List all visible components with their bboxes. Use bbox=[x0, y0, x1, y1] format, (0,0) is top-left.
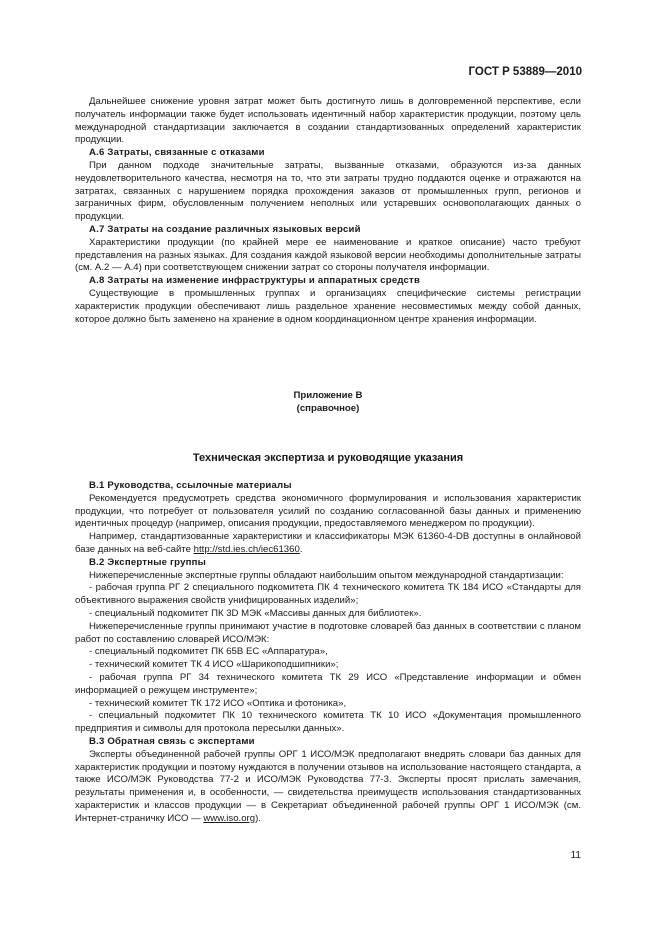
paragraph bbox=[75, 531, 581, 557]
list-item: - специальный подкомитет ПК 3D МЭК «Массивы данных для библиотек». bbox=[89, 607, 422, 619]
list-item: - технический комитет ТК 172 ИСО «Оптика и фотоника», bbox=[89, 697, 347, 709]
paragraph: Рекомендуется предусмотреть средства экономичного формулирования и использования характеристик продукции, что потребует от пользователя усилий по созданию согласованной базы данных и применению идентичных процедур (например, описания продукции, предоставляемого менеджером по продукции). bbox=[75, 492, 581, 530]
paragraph: Дальнейшее снижение уровня затрат может быть достигнуто лишь в долговременной перспективе, если получатель информации также будет использовать идентичный набор характеристик продукции, поэтому цель международной стандартизации заключается в создании стандартизованных определений характеристик продукции. bbox=[75, 96, 581, 146]
appendix-title: Техническая экспертиза и руководящие указания bbox=[192, 452, 464, 464]
text-span: Например, стандартизованные характеристики и классификаторы МЭК 61360-4-DB доступны в онлайновой базе данных на веб-сайте bbox=[75, 531, 581, 555]
section-heading-a8: А.8 Затраты на изменение инфраструктуры и аппаратных средств bbox=[89, 275, 421, 287]
appendix-heading bbox=[75, 390, 581, 416]
paragraph: Нижеперечисленные экспертные группы обладают наибольшим опытом международной стандартизации: bbox=[89, 569, 564, 581]
annex-b-body bbox=[75, 480, 581, 826]
section-heading-a7: А.7 Затраты на создание различных языковых версий bbox=[89, 223, 361, 235]
document-code: ГОСТ Р 53889—2010 bbox=[468, 66, 582, 78]
list-item: - специальный подкомитет ПК 10 технического комитета ТК 10 ИСО «Документация промышленного предприятия и символы для протокола пересылки данных». bbox=[75, 710, 581, 735]
paragraph: Характеристики продукции (по крайней мере ее наименование и краткое описание) часто требуют представления на разных языках. Для создания каждой языковой версии необходимы дополнительные затраты (см. А.2 — А.4) при соответствующем снижении затрат со стороны получателя информации. bbox=[75, 236, 581, 274]
appendix-type: (справочное) bbox=[296, 402, 360, 414]
list-item: - технический комитет ТК 4 ИСО «Шарикоподшипники»; bbox=[89, 659, 339, 671]
list-item: - специальный подкомитет ПК 65В ЕС «Аппаратура», bbox=[89, 646, 328, 658]
paragraph bbox=[75, 749, 581, 826]
section-heading-b1: В.1 Руководства, ссылочные материалы bbox=[89, 480, 292, 491]
page-number: 11 bbox=[570, 850, 581, 861]
list-item: - рабочая группа РГ 2 специального подкомитета ПК 4 технического комитета ТК 184 ИСО «Стандарты для объективного выражения свойств унифицированных изделий»; bbox=[75, 582, 581, 607]
section-heading-a6: А.6 Затраты, связанные с отказами bbox=[89, 147, 265, 159]
section-heading-b2: В.2 Экспертные группы bbox=[89, 556, 207, 568]
annex-a-continuation bbox=[75, 96, 581, 326]
text-span: Эксперты объединенной рабочей группы ОРГ 1 ИСО/МЭК предполагают внедрять словари баз данных для характеристик продукции и поэтому нуждаются в получении отзывов на использование настоящего стандарта, а также ИСО/МЭК Руководства 77-2 и ИСО/МЭК Руководства 77-3. Эксперты просят прислать замечания, результаты применения и, в особенности, — свидетельства преимуществ использования стандартизованных характеристик и классов продукции — в Секретариат объединенной рабочей группы ОРГ 1 ИСО/МЭК (см. Интернет-страничку ИСО — bbox=[75, 748, 581, 824]
text-span: ). bbox=[255, 812, 261, 824]
paragraph: Существующие в промышленных группах и организациях специфические системы регистрации характеристик продукции обеспечивают лишь раздельное хранение несовместимых между собой данных, которое должно быть заменено на хранение в одном координационном центре хранения информации. bbox=[75, 287, 581, 325]
iso-website-link[interactable]: www.iso.org bbox=[203, 812, 256, 824]
paragraph: При данном подходе значительные затраты, вызванные отказами, образуются из-за данных неудовлетворительного качества, несмотря на то, что эти затраты трудно поддаются оценке и отражаются на затратах, связанных с нарушением порядка прохождения заказов от промышленных групп, регионов и заграничных фирм, обусловленным получением неполных или устаревших основополагающих данных о продукции. bbox=[75, 159, 581, 223]
paragraph: Нижеперечисленные группы принимают участие в подготовке словарей баз данных в соответствии с планом работ по составлению словарей ИСО/МЭК: bbox=[75, 620, 581, 645]
appendix-label: Приложение В bbox=[293, 390, 363, 401]
section-heading-b3: В.3 Обратная связь с экспертами bbox=[89, 735, 255, 747]
iec-website-link[interactable]: http://std.ies.ch/iec61360 bbox=[193, 543, 300, 555]
list-item: - рабочая группа РГ 34 технического комитета ТК 29 ИСО «Представление информации и обмен информацией о режущем инструменте»; bbox=[75, 671, 581, 696]
text-span: . bbox=[299, 543, 303, 555]
